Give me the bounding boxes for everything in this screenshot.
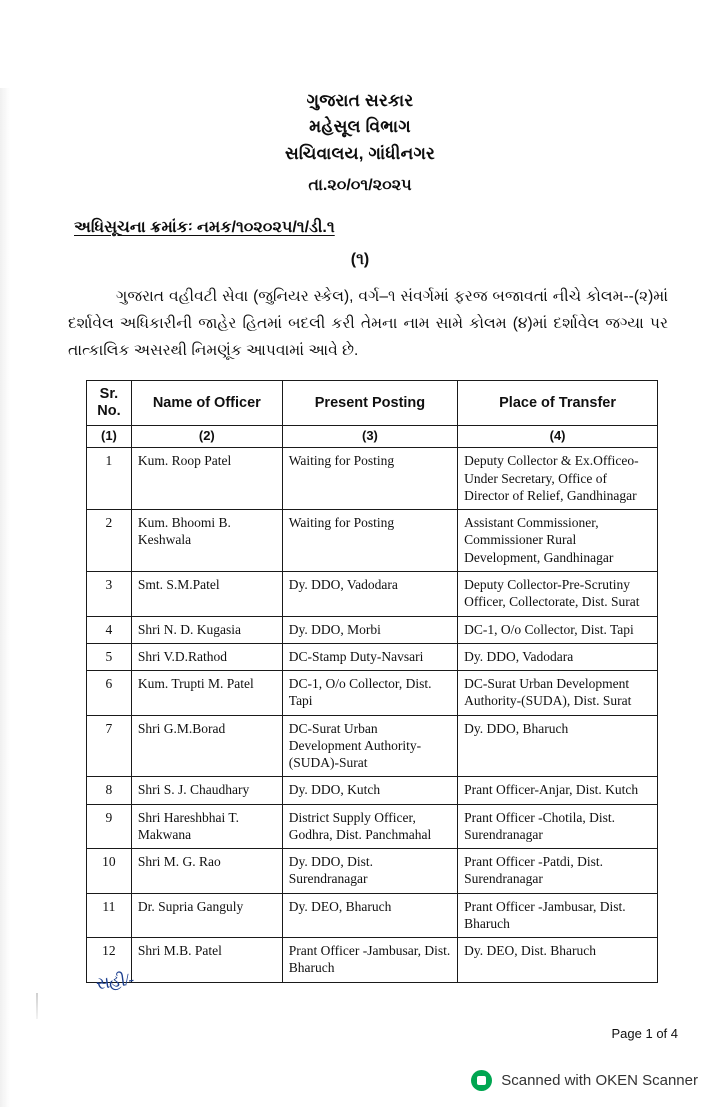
table-column-number-row (87, 425, 658, 448)
header-line-secretariat: સચિવાલય, ગાંધીનગર (284, 143, 436, 163)
cell-present-posting: Dy. DDO, Vadodara (282, 571, 457, 616)
cell-present-posting: Waiting for Posting (282, 448, 457, 510)
cell-name: Dr. Supria Ganguly (131, 893, 282, 938)
column-header-place-of-transfer: Place of Transfer (458, 381, 658, 425)
scanner-watermark (0, 1065, 720, 1095)
cell-name: Shri G.M.Borad (131, 715, 282, 777)
oken-scanner-icon (471, 1070, 492, 1091)
table-row (87, 571, 658, 616)
column-number-3: (3) (282, 425, 457, 448)
signature-mark: સહી/- (94, 969, 135, 994)
cell-sr-no: 3 (87, 571, 132, 616)
table-header-row (87, 381, 658, 425)
column-header-present-posting: Present Posting (282, 381, 457, 425)
cell-place-of-transfer: Dy. DEO, Dist. Bharuch (458, 938, 658, 983)
cell-present-posting: Prant Officer -Jambusar, Dist. Bharuch (282, 938, 457, 983)
table-row (87, 671, 658, 716)
cell-place-of-transfer: Prant Officer -Patdi, Dist. Surendranagar (458, 849, 658, 894)
cell-place-of-transfer: Deputy Collector & Ex.Officeo-Under Secretary, Office of Director of Relief, Gandhinagar (458, 448, 658, 510)
cell-name: Shri S. J. Chaudhary (131, 777, 282, 804)
column-number-2: (2) (131, 425, 282, 448)
cell-present-posting: DC-Stamp Duty-Navsari (282, 643, 457, 670)
cell-name: Shri M.B. Patel (131, 938, 282, 983)
table-row (87, 510, 658, 572)
header-line-department: મહેસૂલ વિભાગ (309, 117, 411, 137)
cell-sr-no: 8 (87, 777, 132, 804)
cell-name: Smt. S.M.Patel (131, 571, 282, 616)
table-row (87, 715, 658, 777)
cell-present-posting: Dy. DDO, Kutch (282, 777, 457, 804)
notification-number: અધિસૂચના ક્રમાંકઃ નમક/૧૦૨૦૨૫/૧/ડી.૧ (74, 219, 335, 237)
table-body (87, 448, 658, 982)
cell-name: Shri N. D. Kugasia (131, 616, 282, 643)
cell-place-of-transfer: Prant Officer -Jambusar, Dist. Bharuch (458, 893, 658, 938)
header-date: તા.૨૦/૦૧/૨૦૨૫ (308, 177, 412, 195)
column-header-sr-no: Sr. No. (87, 381, 132, 425)
cell-sr-no: 2 (87, 510, 132, 572)
document-page (0, 88, 720, 1107)
table-head (87, 381, 658, 448)
cell-place-of-transfer: Dy. DDO, Vadodara (458, 643, 658, 670)
body-paragraph (68, 283, 668, 364)
cell-present-posting: Dy. DEO, Bharuch (282, 893, 457, 938)
table-row (87, 849, 658, 894)
cell-present-posting: District Supply Officer, Godhra, Dist. Panchmahal (282, 804, 457, 849)
table-row (87, 938, 658, 983)
table-row (87, 643, 658, 670)
column-number-4: (4) (458, 425, 658, 448)
table-row (87, 448, 658, 510)
cell-present-posting: DC-Surat Urban Development Authority-(SUDA)-Surat (282, 715, 457, 777)
document-header (0, 88, 720, 195)
cell-place-of-transfer: Deputy Collector-Pre-Scrutiny Officer, Collectorate, Dist. Surat (458, 571, 658, 616)
cell-name: Shri M. G. Rao (131, 849, 282, 894)
cell-sr-no: 1 (87, 448, 132, 510)
page-number: Page 1 of 4 (611, 1026, 678, 1041)
cell-present-posting: Waiting for Posting (282, 510, 457, 572)
cell-present-posting: DC-1, O/o Collector, Dist. Tapi (282, 671, 457, 716)
cell-place-of-transfer: Prant Officer-Anjar, Dist. Kutch (458, 777, 658, 804)
table-row (87, 893, 658, 938)
scanner-watermark-text: Scanned with OKEN Scanner (501, 1071, 698, 1089)
cell-place-of-transfer: DC-Surat Urban Development Authority-(SUDA), Dist. Surat (458, 671, 658, 716)
cell-sr-no: 4 (87, 616, 132, 643)
cell-name: Kum. Bhoomi B. Keshwala (131, 510, 282, 572)
page-side-mark (36, 993, 38, 1019)
section-number: (૧) (350, 251, 370, 269)
table-row (87, 777, 658, 804)
cell-sr-no: 7 (87, 715, 132, 777)
cell-sr-no: 5 (87, 643, 132, 670)
column-number-1: (1) (87, 425, 132, 448)
cell-name: Kum. Trupti M. Patel (131, 671, 282, 716)
cell-sr-no: 12 (87, 938, 132, 983)
cell-present-posting: Dy. DDO, Dist. Surendranagar (282, 849, 457, 894)
cell-place-of-transfer: DC-1, O/o Collector, Dist. Tapi (458, 616, 658, 643)
officers-table-wrapper (86, 380, 658, 982)
paragraph-text: ગુજરાત વહીવટી સેવા (જુનિયર સ્કેલ), વર્ગ–૧ સંવર્ગમાં ફરજ બજાવતાં નીચે કોલમ--(૨)માં દર્શાવેલ અધિકારીની જાહેર હિતમાં બદલી કરી તેમના નામ સામે કોલમ (૪)માં દર્શાવેલ જગ્યા પર તાત્કાલિક અસરથી નિમણૂંક આપવામાં આવે છે. (68, 288, 668, 360)
cell-sr-no: 9 (87, 804, 132, 849)
cell-sr-no: 11 (87, 893, 132, 938)
cell-present-posting: Dy. DDO, Morbi (282, 616, 457, 643)
cell-name: Kum. Roop Patel (131, 448, 282, 510)
table-row (87, 804, 658, 849)
cell-place-of-transfer: Assistant Commissioner, Commissioner Rural Development, Gandhinagar (458, 510, 658, 572)
column-header-name: Name of Officer (131, 381, 282, 425)
officers-table (86, 380, 658, 982)
cell-sr-no: 10 (87, 849, 132, 894)
cell-sr-no: 6 (87, 671, 132, 716)
cell-place-of-transfer: Prant Officer -Chotila, Dist. Surendranagar (458, 804, 658, 849)
cell-name: Shri V.D.Rathod (131, 643, 282, 670)
header-line-government: ગુજરાત સરકાર (306, 91, 414, 110)
cell-place-of-transfer: Dy. DDO, Bharuch (458, 715, 658, 777)
table-row (87, 616, 658, 643)
cell-name: Shri Hareshbhai T. Makwana (131, 804, 282, 849)
page-edge-shadow (0, 88, 10, 1107)
